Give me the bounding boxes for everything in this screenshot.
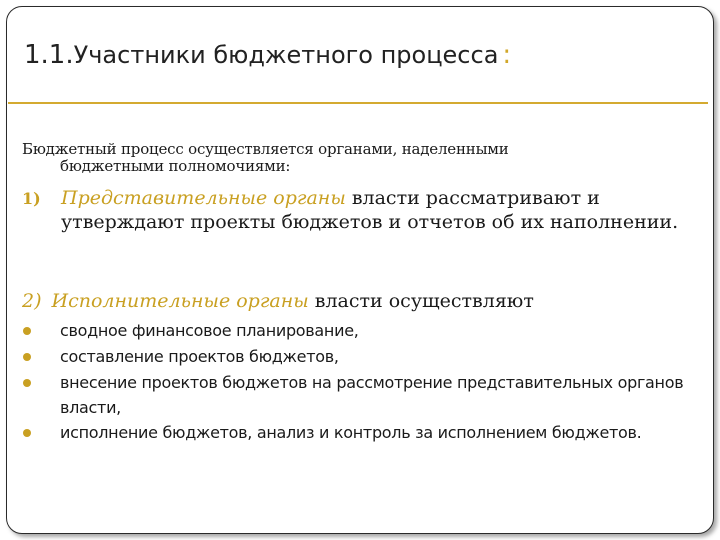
title-number: 1.1.	[24, 40, 74, 70]
bullet-dot-icon	[23, 327, 31, 335]
item-2-marker: 2)	[22, 290, 42, 312]
bullet-dot-icon	[23, 429, 31, 437]
bullet-item	[22, 344, 702, 370]
title-text: Участники бюджетного процесса	[73, 41, 499, 69]
bullet-text: исполнение бюджетов, анализ и контроль за исполнением бюджетов.	[60, 423, 642, 442]
bullet-item	[22, 420, 702, 445]
bullet-text: составление проектов бюджетов,	[60, 347, 339, 366]
list-item-1	[22, 186, 682, 234]
bullet-dot-icon	[23, 379, 31, 387]
bullet-list	[22, 318, 702, 445]
item-1-marker: 1)	[22, 189, 41, 208]
list-item-2	[22, 289, 702, 313]
title-colon: :	[502, 40, 512, 70]
item-2-accent: Исполнительные органы	[51, 290, 309, 312]
item-1-body	[22, 186, 682, 234]
slide-title	[24, 40, 511, 70]
intro-line-2: бюджетными полномочиями:	[60, 157, 291, 175]
bullet-text: сводное финансовое планирование,	[60, 321, 359, 340]
bullet-dot-icon	[23, 353, 31, 361]
bullet-item	[22, 370, 702, 420]
item-2-text: власти осуществляют	[308, 290, 534, 312]
item-1-accent: Представительные органы	[61, 187, 346, 209]
title-divider	[8, 102, 708, 104]
slide-frame	[6, 6, 714, 534]
bullet-text: внесение проектов бюджетов на рассмотрение представительных органов власти,	[60, 373, 684, 417]
item-1-text: власти рассматривают и утверждают проекты бюджетов и отчетов об их наполнении.	[61, 187, 679, 233]
intro-line-1: Бюджетный процесс осуществляется органами, наделенными	[22, 140, 509, 158]
intro-paragraph	[22, 141, 642, 175]
bullet-item	[22, 318, 702, 344]
